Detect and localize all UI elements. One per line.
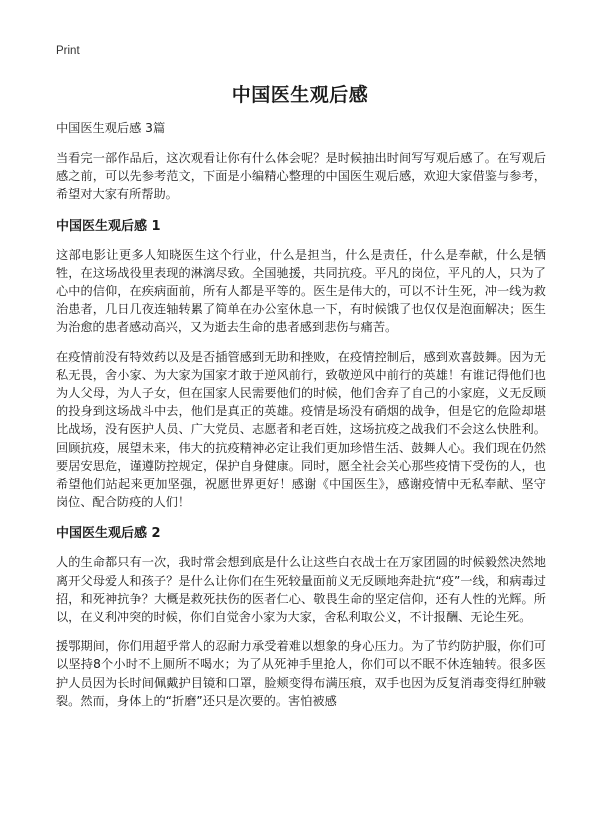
- document-title: 中国医生观后感: [231, 84, 369, 106]
- print-label[interactable]: Print: [56, 45, 80, 57]
- section-1-paragraph-1: 这部电影让更多人知晓医生这个行业，什么是担当，什么是责任，什么是奉献，什么是牺牲，在这场战役里表现的淋漓尽致。全国驰援，共同抗疫。平凡的岗位，平凡的人，只为了心中的信仰，在疾病面前，所有人都是平等的。医生是伟大的，可以不计生死，冲一线为救治患者，几日几夜连轴转累了简单在办公室休息一下，有时候饿了也仅仅是泡面解决；医生为治愈的患者感动高兴，又为逝去生命的患者感到悲伤与痛苦。: [56, 247, 546, 335]
- intro-paragraph: 当看完一部作品后，这次观看让你有什么体会呢？是时候抽出时间写写观后感了。在写观后感之前，可以先参考范文，下面是小编精心整理的中国医生观后感，欢迎大家借鉴与参考，希望对大家有所帮助。: [56, 151, 546, 202]
- section-1-paragraph-2: 在疫情前没有特效药以及是否插管感到无助和挫败，在疫情控制后，感到欢喜鼓舞。因为无私无畏，舍小家、为大家为国家才敢于逆风前行，致敬逆风中前行的英雄！有谁记得他们也为人父母，为人子女，但在国家人民需要他们的时候，他们舍弃了自己的小家庭，义无反顾的投身到这场战斗中去，他们是真正的英雄。疫情是场没有硝烟的战争，但是它的危险却堪比战场，没有医护人员、广大党员、志愿者和老百姓，这场抗疫之战我们不会这么快胜利。回顾抗疫，展望未来，伟大的抗疫精神必定让我们更加珍惜生活、鼓舞人心。我们现在仍然要居安思危，谨遵防控规定，保护自身健康。同时，愿全社会关心那些疫情下受伤的人，也希望他们站起来更加坚强，祝愿世界更好！感谢《中国医生》，感谢疫情中无私奉献、坚守岗位、配合防疫的人们！: [56, 349, 546, 510]
- section-2-paragraph-1: 人的生命都只有一次，我时常会想到底是什么让这些白衣战士在万家团圆的时候毅然决然地离开父母爱人和孩子？是什么让你们在生死较量面前义无反顾地奔赴抗“疫”一线，和病毒过招，和死神抗争？大概是救死扶伤的医者仁心、敬畏生命的坚定信仰，还有人性的光辉。所以，在义利冲突的时候，你们自觉舍小家为大家，舍私利取公义，不计报酬、无论生死。: [56, 555, 546, 625]
- section-2-heading: 中国医生观后感 2: [56, 526, 161, 542]
- section-2-paragraph-2: 援鄂期间，你们用超乎常人的忍耐力承受着难以想象的身心压力。为了节约防护服，你们可以坚持8个小时不上厕所不喝水；为了从死神手里抢人，你们可以不眠不休连轴转。很多医护人员因为长时间佩戴护目镜和口罩，脸颊变得布满压痕，双手也因为反复消毒变得红肿皲裂。然而，身体上的“折磨”还只是次要的。害怕被感: [56, 639, 546, 708]
- section-1-heading: 中国医生观后感 1: [56, 218, 161, 234]
- document-body: [56, 119, 546, 721]
- document-subtitle: 中国医生观后感 3篇: [56, 121, 166, 135]
